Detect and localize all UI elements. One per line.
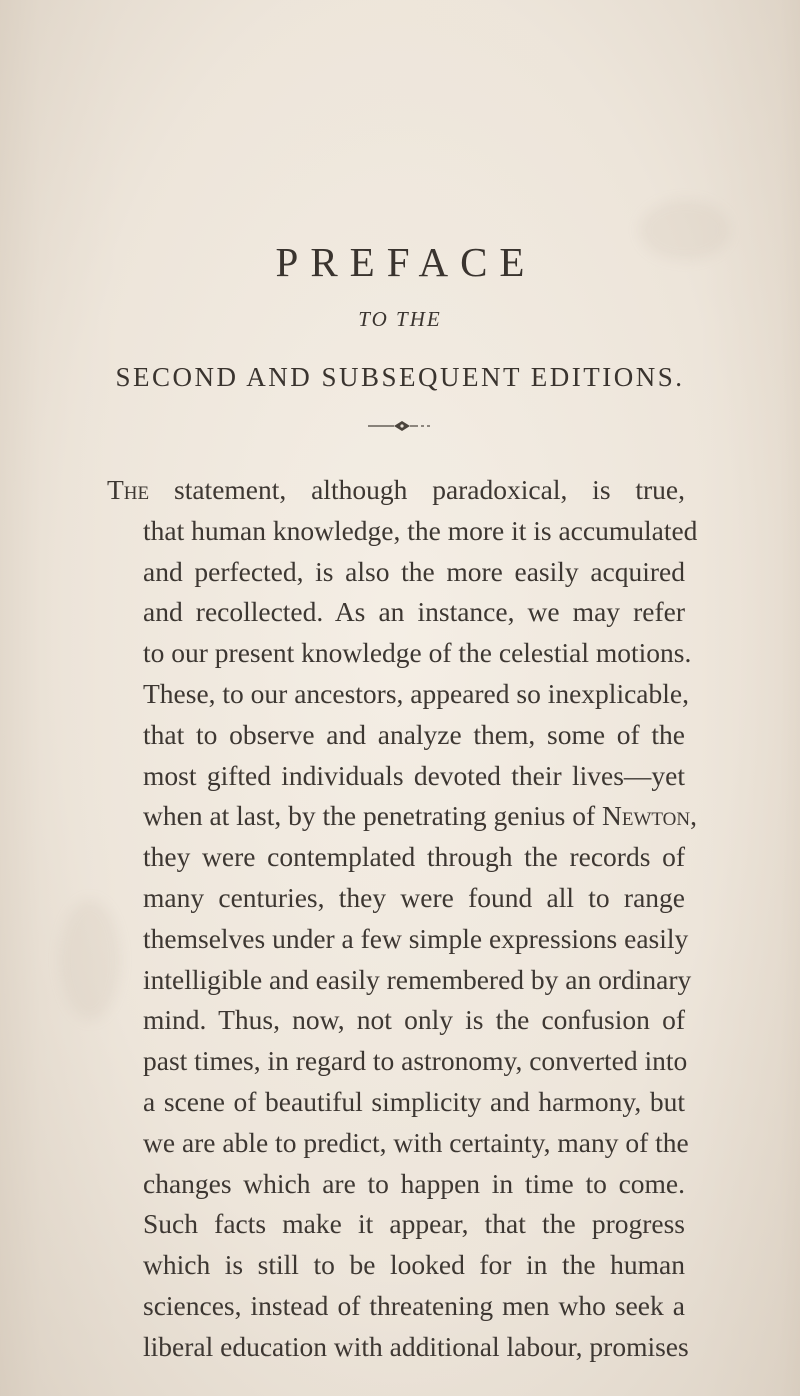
- preface-body: [107, 470, 698, 1368]
- text-line: sciences, instead of threatening men who seek a: [143, 1289, 685, 1321]
- text-line: we are able to predict, with certainty, many of the: [143, 1126, 689, 1158]
- text-line: The statement, although paradoxical, is true,: [107, 474, 686, 505]
- title-connector: TO THE: [358, 307, 442, 331]
- text-line: that human knowledge, the more it is accumulated: [143, 514, 698, 546]
- text-line: which is still to be looked for in the human: [143, 1249, 685, 1281]
- first-word: The: [107, 474, 150, 505]
- page-title: PREFACE: [275, 239, 537, 285]
- text-line: liberal education with additional labour, promises: [143, 1330, 689, 1362]
- page-subtitle: SECOND AND SUBSEQUENT EDITIONS.: [115, 362, 685, 392]
- text-line: when at last, by the penetrating genius of Newton,: [143, 800, 697, 832]
- text-line: and perfected, is also the more easily acquired: [143, 555, 685, 587]
- text-line: past times, in regard to astronomy, converted into: [143, 1045, 688, 1077]
- text-line: Such facts make it appear, that the progress: [143, 1208, 685, 1240]
- text-line: changes which are to happen in time to come.: [143, 1167, 685, 1199]
- text-line: that to observe and analyze them, some of the: [143, 718, 685, 750]
- text-line: to our present knowledge of the celestial motions.: [143, 637, 692, 669]
- text-line: These, to our ancestors, appeared so inexplicable,: [143, 677, 689, 709]
- text-line: they were contemplated through the records of: [143, 841, 685, 873]
- text-line: and recollected. As an instance, we may refer: [143, 596, 685, 628]
- newton-name: Newton,: [601, 800, 697, 832]
- text-line: mind. Thus, now, not only is the confusion of: [143, 1004, 685, 1036]
- text-line: a scene of beautiful simplicity and harmony, but: [143, 1085, 685, 1117]
- text-line: intelligible and easily remembered by an ordinary: [143, 963, 692, 995]
- text-line: themselves under a few simple expressions easily: [143, 922, 689, 954]
- text-line: many centuries, they were found all to range: [143, 881, 685, 913]
- divider-ornament-icon: [366, 419, 436, 433]
- paper-stain: [60, 900, 120, 1020]
- text-line: most gifted individuals devoted their lives—yet: [143, 759, 685, 791]
